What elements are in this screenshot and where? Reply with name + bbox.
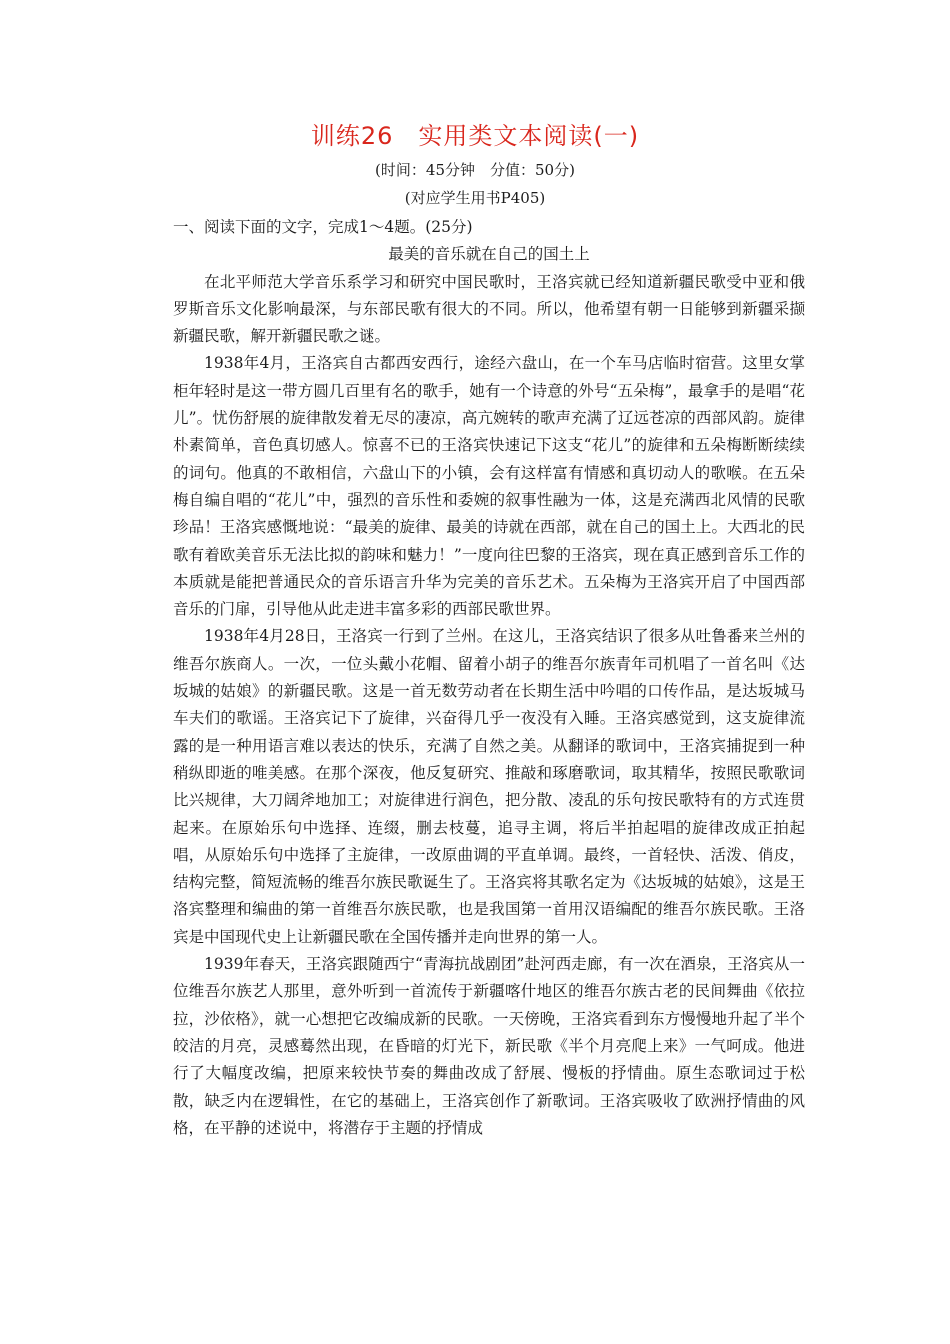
reading-section: [173, 214, 805, 1142]
time-score-info: (时间：45分钟 分值：50分): [375, 161, 575, 179]
page-title: 训练26 实用类文本阅读(一): [310, 122, 640, 150]
article-paragraph-2: 1938年4月，王洛宾自古都西安西行，途经六盘山，在一个车马店临时宿营。这里女掌柜年轻时是这一带方圆几百里有名的歌手，她有一个诗意的外号“五朵梅”，最拿手的是唱“花儿”。忧伤舒展的旋律散发着无尽的凄凉，高亢婉转的歌声充满了辽远苍凉的西部风韵。旋律朴素简单，音色真切感人。惊喜不已的王洛宾快速记下这支“花儿”的旋律和五朵梅断断续续的词句。他真的不敢相信，六盘山下的小镇，会有这样富有情感和真切动人的歌喉。在五朵梅自编自唱的“花儿”中，强烈的音乐性和委婉的叙事性融为一体，这是充满西北风情的民歌珍品！王洛宾感慨地说：“最美的旋律、最美的诗就在西部，就在自己的国土上。大西北的民歌有着欧美音乐无法比拟的韵味和魅力！”一度向往巴黎的王洛宾，现在真正感到音乐工作的本质就是能把普通民众的音乐语言升华为完美的音乐艺术。五朵梅为王洛宾开启了中国西部音乐的门扉，引导他从此走进丰富多彩的西部民歌世界。: [173, 354, 805, 619]
article-paragraph-1: 在北平师范大学音乐系学习和研究中国民歌时，王洛宾就已经知道新疆民歌受中亚和俄罗斯音乐文化影响最深，与东部民歌有很大的不同。所以，他希望有朝一日能够到新疆采撷新疆民歌，解开新疆民歌之谜。: [173, 272, 805, 346]
article-title: 最美的音乐就在自己的国土上: [388, 245, 590, 264]
article-paragraph-4: 1939年春天，王洛宾跟随西宁“青海抗战剧团”赴河西走廊，有一次在酒泉，王洛宾从一位维吾尔族艺人那里，意外听到一首流传于新疆喀什地区的维吾尔族古老的民间舞曲《依拉拉，沙依格》，就一心想把它改编成新的民歌。一天傍晚，王洛宾看到东方慢慢地升起了半个皎洁的月亮，灵感蓦然出现，在昏暗的灯光下，新民歌《半个月亮爬上来》一气呵成。他进行了大幅度改编，把原来较快节奏的舞曲改成了舒展、慢板的抒情曲。原生态歌词过于松散，缺乏内在逻辑性，在它的基础上，王洛宾创作了新歌词。王洛宾吸收了欧洲抒情曲的风格，在平静的述说中，将潜存于主题的抒情成: [173, 955, 805, 1137]
article-paragraph-3: 1938年4月28日，王洛宾一行到了兰州。在这儿，王洛宾结识了很多从吐鲁番来兰州的维吾尔族商人。一次，一位头戴小花帽、留着小胡子的维吾尔族青年司机唱了一首名叫《达坂城的姑娘》的新疆民歌。这是一首无数劳动者在长期生活中吟唱的口传作品，是达坂城马车夫们的歌谣。王洛宾记下了旋律，兴奋得几乎一夜没有入睡。王洛宾感觉到，这支旋律流露的是一种用语言难以表达的快乐，充满了自然之美。从翻译的歌词中，王洛宾捕捉到一种稍纵即逝的唯美感。在那个深夜，他反复研究、推敲和琢磨歌词，取其精华，按照民歌歌词比兴规律，大刀阔斧地加工；对旋律进行润色，把分散、凌乱的乐句按民歌特有的方式连贯起来。在原始乐句中选择、连缀，删去枝蔓，追寻主调，将后半拍起唱的旋律改成正拍起唱，从原始乐句中选择了主旋律，一改原曲调的平直单调。最终，一首轻快、活泼、俏皮，结构完整，简短流畅的维吾尔族民歌诞生了。王洛宾将其歌名定为《达坂城的姑娘》，这是王洛宾整理和编曲的第一首维吾尔族民歌，也是我国第一首用汉语编配的维吾尔族民歌。王洛宾是中国现代史上让新疆民歌在全国传播并走向世界的第一人。: [173, 627, 805, 946]
section-heading: 一、阅读下面的文字，完成1～4题。(25分): [173, 218, 473, 236]
book-reference: (对应学生用书P405): [404, 189, 546, 207]
